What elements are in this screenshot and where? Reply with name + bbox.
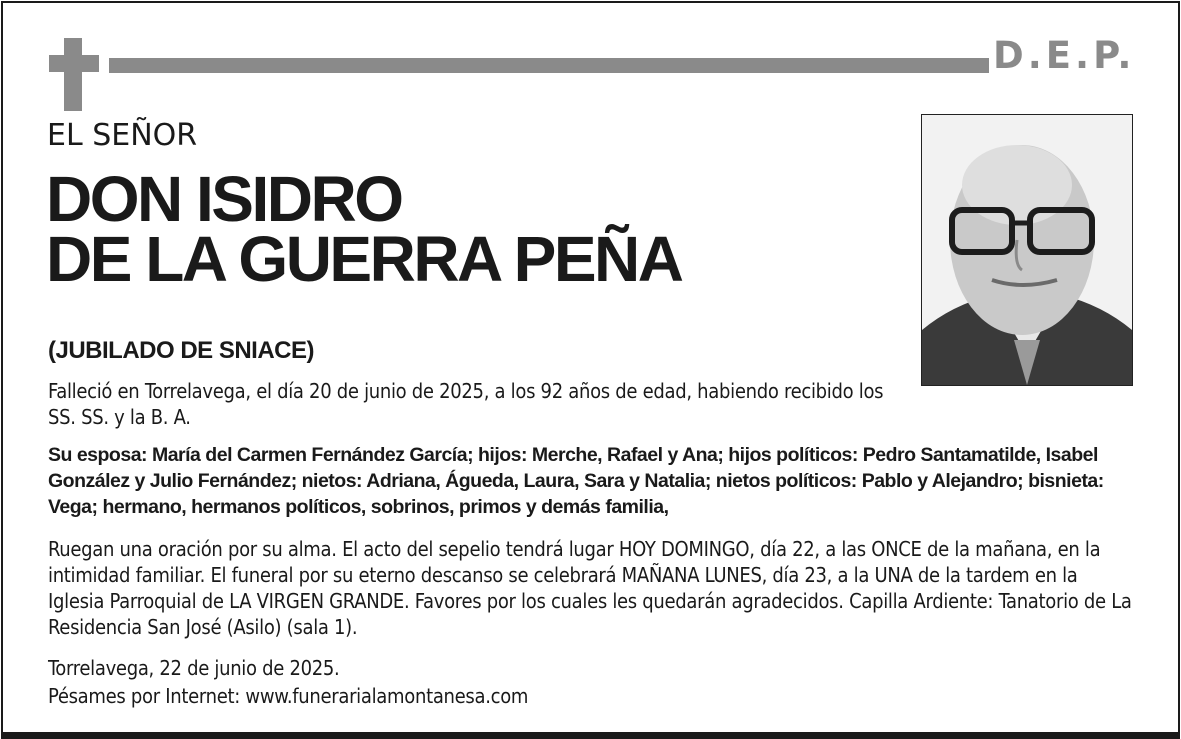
ceremony-text: Ruegan una oración por su alma. El acto del sepelio tendrá lugar HOY DOMINGO, día 22, a las ONCE de la mañana, en la intimidad familiar. El funeral por su eterno descanso se celebrará MAÑANA LUNES, día 23, a la UNA de la tardem en la Iglesia Parroquial de LA VIRGEN GRANDE. Favores por los cuales les quedarán agradecidos. Capilla Ardiente: Tanatorio de La Residencia San José (Asilo) (sala 1). <box>48 537 1132 639</box>
family-list-text: Su esposa: María del Carmen Fernández García; hijos: Merche, Rafael y Ana; hijos políticos: Pedro Santamatilde, Isabel González y Julio Fernández; nietos: Adriana, Águeda, Laura, Sara y Natalia; nietos políticos: Pablo y Alejandro; bisnieta: Vega; hermano, hermanos políticos, sobrinos, primos y demás familia, <box>48 444 1104 518</box>
name-line-1: DON ISIDRO <box>46 163 402 235</box>
dep-label: D.E.P. <box>993 34 1136 77</box>
obituary-notice <box>1 1 1180 739</box>
portrait-photo <box>921 114 1133 386</box>
honorific-title: EL SEÑOR <box>47 118 198 153</box>
cross-icon-bar <box>49 55 99 72</box>
portrait-illustration <box>922 115 1132 385</box>
cross-icon <box>64 38 82 111</box>
condolences-text: Pésames por Internet: www.funerarialamontanesa.com <box>48 684 529 708</box>
occupation-subtitle: (JUBILADO DE SNIACE) <box>48 337 315 364</box>
header-rule <box>109 58 989 73</box>
death-notice-text: Falleció en Torrelavega, el día 20 de junio de 2025, a los 92 años de edad, habiendo recibido los SS. SS. y la B. A. <box>48 379 884 429</box>
deceased-name <box>46 163 682 295</box>
name-line-2: DE LA GUERRA PEÑA <box>46 223 682 295</box>
place-date-text: Torrelavega, 22 de junio de 2025. <box>48 656 340 680</box>
